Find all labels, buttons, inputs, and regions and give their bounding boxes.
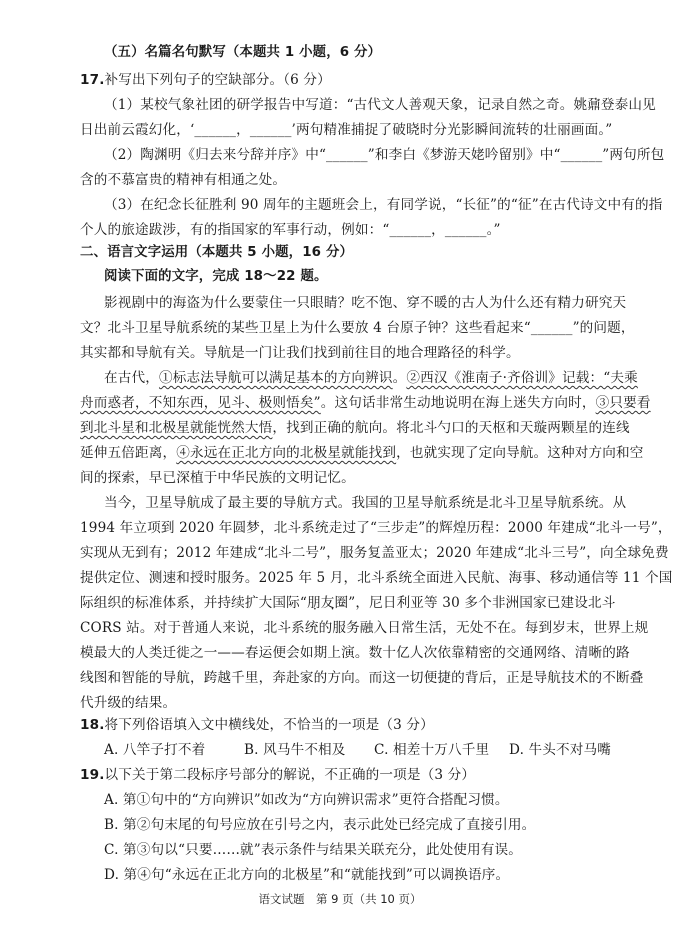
q18-option-b[interactable]: B. 风马牛不相及 — [244, 742, 346, 758]
q17-number: 17. — [80, 72, 105, 88]
passage-text: ，找到正确的航向。将北斗勺口的天枢和天璇两颗星的连线 — [272, 420, 630, 436]
sentence-2-marked: ②西汉《淮南子·齐俗训》记载：“夫乘 — [406, 370, 638, 386]
passage-text: 。 — [392, 370, 407, 386]
passage-p2-line3 — [80, 419, 630, 437]
reading-intro: 阅读下面的文字，完成 18～22 题。 — [104, 269, 328, 284]
passage-p2-line4 — [80, 444, 644, 462]
passage-p2-line1 — [104, 369, 638, 387]
q17-part3-line1: （3）在纪念长征胜利 90 周年的主题班会上，有同学说，“长征”的“征”在古代诗文中有的指 — [104, 197, 663, 213]
section-two-title: 二、语言文字运用（本题共 5 小题，16 分） — [80, 245, 354, 260]
passage-text: 。这句话非常生动地说明在海上迷失方向时， — [320, 395, 596, 411]
passage-text: ”，尼日利亚等 30 多个非洲国家已建设北斗 — [348, 595, 616, 611]
passage-p3-line4: 提供定位、测速和授时服务。2025 年 5 月，北斗系统全面进入民航、海事、移动通信等 11 个国 — [80, 570, 673, 586]
passage-text: 际组织的标准体系，并持续扩大国际“ — [80, 595, 307, 611]
section-five-title: （五）名篇名句默写（本题共 1 小题，6 分） — [104, 45, 382, 60]
passage-text: 延伸五倍距离， — [80, 445, 177, 461]
q18-stem-line — [80, 716, 434, 734]
q18-option-a[interactable]: A. 八竿子打不着 — [104, 742, 206, 758]
q17-part1-line2: 日出前云霞幻化，‘______，______’两句精准捕捉了破晓时分光影瞬间流转的壮丽画面。” — [80, 122, 613, 138]
sentence-4-marked: ④永远在正北方向的北极星就能找到 — [176, 445, 397, 461]
sentence-2-marked-cont: 舟而惑者，不知东西，见斗、极则悟矣” — [80, 395, 321, 411]
q17-part2-line1: （2）陶渊明《归去来兮辞并序》中“______”和李白《梦游天姥吟留别》中“______”两句所包 — [104, 147, 665, 163]
passage-p2-line5: 间的探索，早已深植于中华民族的文明记忆。 — [80, 470, 355, 486]
passage-p3-line5 — [80, 594, 616, 612]
passage-text: 在古代， — [104, 370, 159, 386]
q19-option-d[interactable]: D. 第④句“永远在正北方向的北极星”和“就能找到”可以调换语序。 — [104, 867, 510, 883]
sentence-1-marked: ①标志法导航可以满足基本的方向辨识 — [158, 370, 393, 386]
passage-p3-line7: 模最大的人类迁徙之一——春运便会如期上演。数十亿人次依靠精密的交通网络、清晰的路 — [80, 645, 630, 661]
q19-stem-line — [80, 766, 475, 784]
q19-number: 19. — [80, 767, 105, 783]
page-footer: 语文试题 第 9 页（共 10 页） — [258, 892, 422, 906]
q18-number: 18. — [80, 717, 105, 733]
q18-stem: 将下列俗语填入文中横线处，不恰当的一项是（3 分） — [104, 717, 434, 733]
q17-stem: 补写出下列句子的空缺部分。（6 分） — [104, 72, 331, 88]
sentence-3-marked: ③只要看 — [595, 395, 651, 411]
passage-p3-line3: 实现从无到有；2012 年建成“北斗二号”，服务复盖亚太；2020 年建成“北斗三号”，向全球免费 — [80, 545, 669, 561]
passage-p3-line9: 代升级的结果。 — [80, 695, 177, 711]
q19-option-a[interactable]: A. 第①句中的“方向辨识”如改为“方向辨识需求”更符合搭配习惯。 — [104, 792, 509, 808]
sentence-3-marked-cont: 到北斗星和北极星就能恍然大悟 — [80, 420, 273, 436]
q19-option-c[interactable]: C. 第③句以“只要……就”表示条件与结果关联充分，此处使用有误。 — [104, 842, 523, 858]
q17-stem-line — [80, 71, 331, 89]
q17-part2-line2: 含的不慕富贵的精神有相通之处。 — [80, 172, 287, 188]
q19-option-b[interactable]: B. 第②句末尾的句号应放在引号之内，表示此处已经完成了直接引用。 — [104, 817, 536, 833]
passage-text: ，也就实现了定向导航。这种对方向和空 — [396, 445, 644, 461]
q18-option-c[interactable]: C. 相差十万八千里 — [374, 742, 490, 758]
passage-p3-line2: 1994 年立项到 2020 年圆梦，北斗系统走过了“三步走”的辉煌历程：2000 年建成“北斗一号”， — [80, 520, 672, 536]
q17-part1-line1: （1）某校气象社团的研学报告中写道：“古代文人善观天象，记录自然之奇。姚鼐登泰山见 — [104, 97, 656, 113]
q17-part3-line2: 个人的旅途跋涉，有的指国家的军事行动，例如：“______，______。” — [80, 222, 501, 238]
passage-p3-line8: 线图和智能的导航，跨越千里，奔赴家的方向。而这一切便捷的背后，正是导航技术的不断叠 — [80, 670, 644, 686]
passage-p3-line1: 当今，卫星导航成了最主要的导航方式。我国的卫星导航系统是北斗卫星导航系统。从 — [104, 495, 627, 511]
q19-stem: 以下关于第二段标序号部分的解说，不正确的一项是（3 分） — [104, 767, 476, 783]
q18-option-d[interactable]: D. 牛头不对马嘴 — [509, 742, 611, 758]
passage-p1-line2: 文？北斗卫星导航系统的某些卫星上为什么要放 4 台原子钟？这些看起来“______”的问题， — [80, 320, 635, 336]
passage-p2-line2 — [80, 394, 651, 412]
emphasis-dotted-word: 朋友圈 · · — [307, 595, 348, 611]
passage-p3-line6: CORS 站。对于普通人来说，北斗系统的服务融入日常生活，无处不在。每到岁末，世界上规 — [80, 620, 649, 636]
passage-p1-line3: 其实都和导航有关。导航是一门让我们找到前往目的地合理路径的科学。 — [80, 345, 520, 361]
passage-p1-line1: 影视剧中的海盗为什么要蒙住一只眼睛？吃不饱、穿不暖的古人为什么还有精力研究天 — [104, 295, 627, 311]
